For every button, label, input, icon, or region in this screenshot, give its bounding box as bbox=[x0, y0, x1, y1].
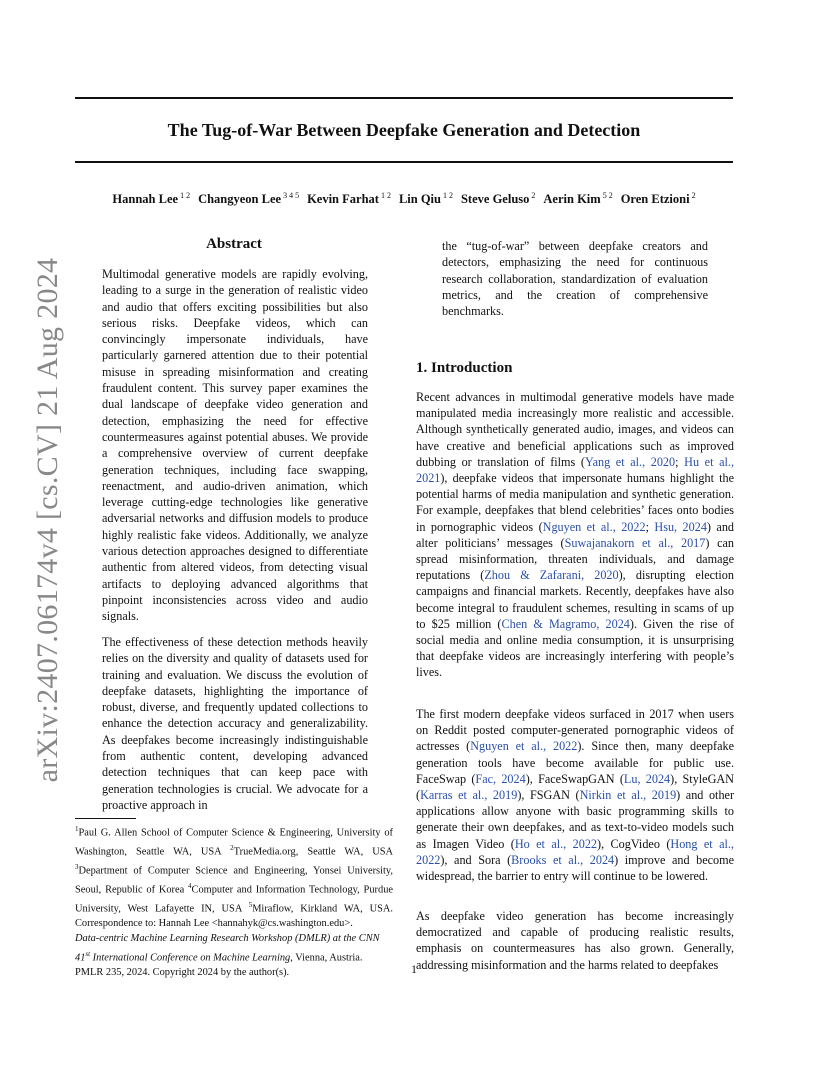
footnote-text: Paul G. Allen School of Computer Science & Engineering, University of Washington, Seattle WA, USA bbox=[75, 827, 393, 858]
footnote-marker: 3 bbox=[75, 863, 79, 872]
author bbox=[399, 192, 453, 206]
affiliations-footnote bbox=[75, 822, 393, 932]
citation-link[interactable]: Brooks et al., 2024 bbox=[511, 852, 615, 867]
paragraph-text: ) and other applications allow anyone with basic programming skills to generate their own deepfakes, and as text-to-video models such as Imagen Video ( bbox=[416, 788, 735, 851]
paragraph-text: ). Given the rise of social media and online media consumption, it is unsurprising that deepfake videos are increasingly interfering with people’s lives. bbox=[416, 616, 735, 680]
citation-link[interactable]: Chen & Magramo, 2024 bbox=[501, 616, 630, 631]
venue-sup: st bbox=[85, 949, 91, 958]
paragraph-text: ), CogVideo ( bbox=[597, 836, 671, 851]
paragraph-text: ) and alter politicians’ messages ( bbox=[416, 519, 735, 550]
intro-paragraph-3: As deepfake video generation has become increasingly democratized and capable of producing realistic results, emphasis on countermeasures has also grown. Generally, addressing misinformation and the harms related to deepfakes bbox=[416, 909, 734, 972]
citation-link[interactable]: Karras et al., 2019 bbox=[420, 788, 518, 803]
abstract-paragraph-2: The effectiveness of these detection methods heavily relies on the diversity and quality of datasets used for training and evaluation. We discuss the evolution of deepfake datasets, highlighting the importance of robust, diverse, and frequently updated collections to enhance the detection accuracy and generalizability. As deepfakes become increasingly indistinguishable from authentic content, developing advanced detection techniques that can keep pace with generation technologies is crucial. We advocate for a proactive approach in bbox=[102, 635, 368, 812]
citation-link[interactable]: Hong et al., 2022 bbox=[416, 836, 734, 867]
section-heading-introduction: 1. Introduction bbox=[416, 360, 513, 376]
paragraph-text: ; bbox=[645, 519, 655, 534]
footnote-marker: 2 bbox=[230, 844, 234, 853]
citation-link[interactable]: Zhou & Zafarani, 2020 bbox=[484, 568, 619, 583]
paragraph-text: ), deepfake videos that impersonate humans highlight the potential harms of media manipulation and synthetic generation. For example, deepfakes that blend celebrities’ faces onto bodies in pornographic videos ( bbox=[416, 471, 734, 534]
author-name: Hannah Lee bbox=[112, 192, 179, 207]
citation-link[interactable]: Nirkin et al., 2019 bbox=[579, 788, 677, 803]
author-name: Kevin Farhat bbox=[307, 192, 379, 207]
intro-paragraph-1 bbox=[416, 389, 734, 681]
paragraph-text: ), StyleGAN ( bbox=[416, 771, 734, 803]
author-affiliation: 1 2 bbox=[440, 191, 453, 200]
paragraph-text: ), and Sora ( bbox=[440, 852, 512, 867]
author bbox=[461, 192, 535, 206]
paragraph-text: ), disrupting election campaigns and financial markets. Recently, deepfakes have also become integral to fraudulent schemes, resulting in scams of up to $25 million ( bbox=[416, 568, 734, 631]
footnote-text: Miraflow, Kirkland WA, USA. Correspondence to: Hannah Lee <hannahyk@cs.washington.edu>. bbox=[75, 903, 393, 930]
author-affiliation: 2 bbox=[689, 191, 696, 200]
intro-paragraph-2 bbox=[416, 706, 734, 884]
author-name: Oren Etzioni bbox=[620, 192, 690, 207]
author-name: Aerin Kim bbox=[543, 192, 601, 207]
author-affiliation: 2 bbox=[529, 191, 536, 200]
footnote-marker: 1 bbox=[75, 825, 79, 833]
paragraph-text: ) improve and become widespread, the barrier to entry will continue to be lowered. bbox=[416, 852, 734, 884]
citation-link[interactable]: Hu et al., 2021 bbox=[416, 454, 735, 486]
author-affiliation: 5 2 bbox=[600, 191, 613, 200]
author bbox=[307, 192, 391, 206]
venue-italic-b: International Conference on Machine Learning bbox=[90, 952, 291, 964]
citation-link[interactable]: Yang et al., 2020 bbox=[584, 454, 676, 469]
top-rule bbox=[75, 97, 733, 99]
footnote-text: TrueMedia.org, Seattle WA, USA bbox=[233, 846, 393, 858]
author-affiliation: 1 2 bbox=[178, 191, 191, 200]
paragraph-text: ) can spread misinformation, threaten individuals, and damage reputations ( bbox=[416, 535, 734, 583]
footnote-marker: 5 bbox=[248, 901, 253, 910]
paragraph-text: Recent advances in multimodal generative models have made manipulated media increasingly more realistic and accessible. Although synthetically generated audio, images, and videos can have creative and beneficial applications such as improved dubbing or translation of films ( bbox=[416, 390, 734, 469]
abstract-continuation: the “tug-of-war” between deepfake creators and detectors, emphasizing the need for continuous research collaboration, standardization of evaluation metrics, and the creation of comprehensive benchmarks. bbox=[442, 239, 708, 319]
footnote-marker: 4 bbox=[188, 882, 192, 891]
paper-title: The Tug-of-War Between Deepfake Generation and Detection bbox=[167, 120, 641, 140]
footnote-rule bbox=[75, 818, 136, 819]
paragraph-text: ; bbox=[675, 454, 685, 469]
title-bottom-rule bbox=[75, 161, 733, 163]
author-affiliation: 1 2 bbox=[378, 191, 391, 200]
citation-link[interactable]: Hsu, 2024 bbox=[654, 519, 707, 534]
citation-link[interactable]: Nguyen et al., 2022 bbox=[470, 739, 578, 754]
author bbox=[112, 192, 190, 206]
citation-link[interactable]: Lu, 2024 bbox=[623, 771, 671, 786]
venue-rest: , Vienna, Austria. PMLR 235, 2024. Copyright 2024 by the author(s). bbox=[75, 952, 363, 978]
arxiv-stamp-text: arXiv:2407.06174v4 [cs.CV] 21 Aug 2024 bbox=[31, 257, 64, 783]
abstract-heading: Abstract bbox=[206, 236, 262, 252]
abstract-paragraph-1: Multimodal generative models are rapidly evolving, leading to a surge in the generation of realistic video and audio that offers exciting possibilities but also serious risks. Deepfake videos, which can convincingly impersonate individuals, have particularly garnered attention due to their potential misuse in spreading misinformation and creating fraudulent content. This survey paper examines the dual landscape of deepfake video generation and detection, emphasizing the need for effective countermeasures against potential abuses. We provide a comprehensive overview of current deepfake generation techniques, including face swapping, reenactment, and audio-driven animation, which leverage cutting-edge technologies like generative adversarial networks and diffusion models to produce highly realistic fake videos. Additionally, we analyze various detection approaches designed to differentiate authentic from altered videos, from detecting visual artifacts to deploying advanced algorithms that pinpoint inconsistencies across video and audio signals. bbox=[102, 267, 368, 624]
author-name: Steve Geluso bbox=[460, 192, 530, 207]
page-number: 1 bbox=[411, 962, 417, 976]
venue-italic-a: Data-centric Machine Learning Research Workshop (DMLR) at the CNN 41 bbox=[75, 933, 380, 964]
author-list bbox=[75, 191, 733, 207]
citation-link[interactable]: Fac, 2024 bbox=[475, 771, 526, 786]
paragraph-text: The first modern deepfake videos surfaced in 2017 when users on Reddit posted computer-generated pornographic videos of actresses ( bbox=[416, 707, 734, 754]
author bbox=[621, 192, 696, 206]
author-name: Changyeon Lee bbox=[198, 192, 282, 207]
footnote-text: Department of Computer Science and Engineering, Yonsei University, Seoul, Republic of Korea bbox=[75, 865, 393, 896]
citation-link[interactable]: Ho et al., 2022 bbox=[514, 836, 598, 851]
footnote-text: Computer and Information Technology, Purdue University, West Lafayette IN, USA bbox=[75, 884, 393, 915]
author bbox=[198, 192, 299, 206]
paragraph-text: ). Since then, many deepfake generation tools have become available for public use. FaceSwap ( bbox=[416, 739, 734, 786]
author-affiliation: 3 4 5 bbox=[281, 191, 300, 200]
author-name: Lin Qiu bbox=[398, 192, 441, 207]
paragraph-text: ), FSGAN ( bbox=[517, 788, 580, 803]
author bbox=[543, 192, 612, 206]
citation-link[interactable]: Suwajanakorn et al., 2017 bbox=[564, 535, 706, 550]
paragraph-text: ), FaceSwapGAN ( bbox=[525, 771, 624, 786]
citation-link[interactable]: Nguyen et al., 2022 bbox=[542, 519, 646, 534]
